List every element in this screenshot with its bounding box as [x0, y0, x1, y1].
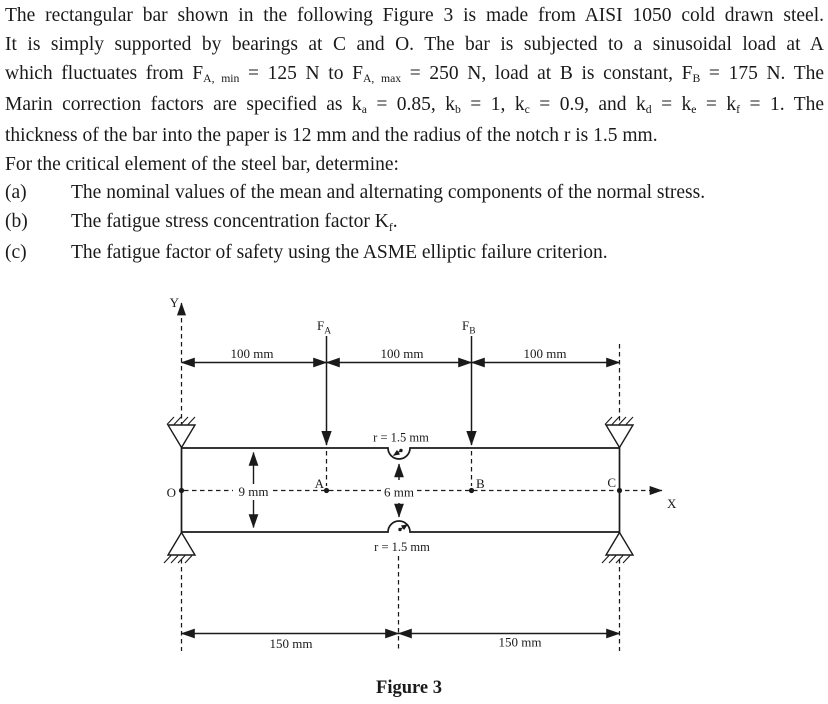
point-a — [324, 488, 329, 493]
point-o-label: O — [166, 485, 176, 500]
subscript: e — [691, 102, 697, 116]
text-run: . — [392, 211, 398, 233]
subscript: b — [455, 102, 461, 116]
dim-100mm-2: 100 mm — [380, 346, 424, 361]
force-fa-label: $F_A$ — [317, 318, 332, 337]
dim-100mm-1: 100 mm — [230, 346, 274, 361]
force-fb-label: $F_B$ — [462, 318, 476, 337]
text-run: The fatigue factor of safety using the ASME elliptic failure criterion. — [71, 242, 608, 264]
text-run: = 0.85, k — [366, 93, 455, 115]
subscript: f — [388, 220, 393, 234]
text-run: = k — [651, 93, 692, 115]
support-bottom-left — [168, 533, 195, 556]
text-run: The fatigue stress concentration factor K — [71, 211, 389, 233]
dim-100mm-3: 100 mm — [523, 346, 567, 361]
dim-6mm-label: 6 mm — [384, 484, 414, 500]
point-c-label: C — [607, 475, 616, 490]
text-run: thickness of the bar into the paper is 12 mm and the radius of the notch r is 1.5 mm. — [5, 124, 658, 146]
text-run: = 0.9, and k — [529, 93, 646, 115]
text-run: which fluctuates from F — [5, 62, 204, 84]
text-run: The nominal values of the mean and alternating components of the normal stress. — [71, 182, 706, 204]
text-run: = 175 N. The — [700, 62, 825, 84]
text-run: Marin correction factors are specified as k — [5, 93, 362, 115]
text-run: = 1, k — [460, 93, 525, 115]
point-c — [617, 488, 622, 493]
text-run: The rectangular bar shown in the following Figure 3 is made from AISI 1050 cold drawn steel. — [5, 5, 824, 26]
text-run: = 250 N, load at B is constant, F — [401, 62, 693, 84]
x-axis — [656, 491, 677, 512]
item-label: (a) — [5, 182, 27, 204]
text-run: = 1. The — [740, 93, 825, 115]
dim-150mm-2: 150 mm — [498, 634, 542, 650]
force-fa — [317, 318, 331, 445]
support-top-right — [606, 425, 633, 448]
subscript: a — [361, 102, 367, 116]
text-run: For the critical element of the steel bar, determine: — [5, 153, 399, 175]
support-bottom-right — [606, 533, 633, 556]
dim-9mm-label: 9 mm — [238, 484, 269, 499]
subscript: c — [524, 102, 530, 116]
point-b — [469, 488, 474, 493]
force-fb — [462, 318, 476, 445]
subscript: f — [736, 102, 741, 116]
x-axis-label: X — [667, 496, 677, 511]
subscript: A, min — [203, 71, 240, 85]
subscript: d — [645, 102, 652, 116]
dim-150mm-1: 150 mm — [269, 636, 313, 651]
subscript: A, max — [362, 71, 402, 85]
point-a-label: A — [314, 476, 324, 491]
item-label: (b) — [5, 211, 28, 233]
subscript: B — [692, 71, 701, 85]
y-axis-label: Y — [169, 295, 179, 310]
text-run: = k — [696, 93, 737, 115]
notch-radius-bottom-label: r = 1.5 mm — [374, 540, 430, 554]
point-o — [179, 488, 184, 493]
support-top-left — [168, 425, 195, 448]
text-run: It is simply supported by bearings at C and O. The bar is subjected to a sinusoidal load at A — [5, 33, 824, 55]
item-label: (c) — [5, 242, 27, 264]
notch-radius-top-label: r = 1.5 mm — [373, 430, 429, 445]
text-run: = 125 N to F — [239, 62, 363, 84]
figure-caption: Figure 3 — [376, 678, 442, 698]
y-axis — [170, 295, 182, 312]
point-b-label: B — [476, 476, 485, 491]
